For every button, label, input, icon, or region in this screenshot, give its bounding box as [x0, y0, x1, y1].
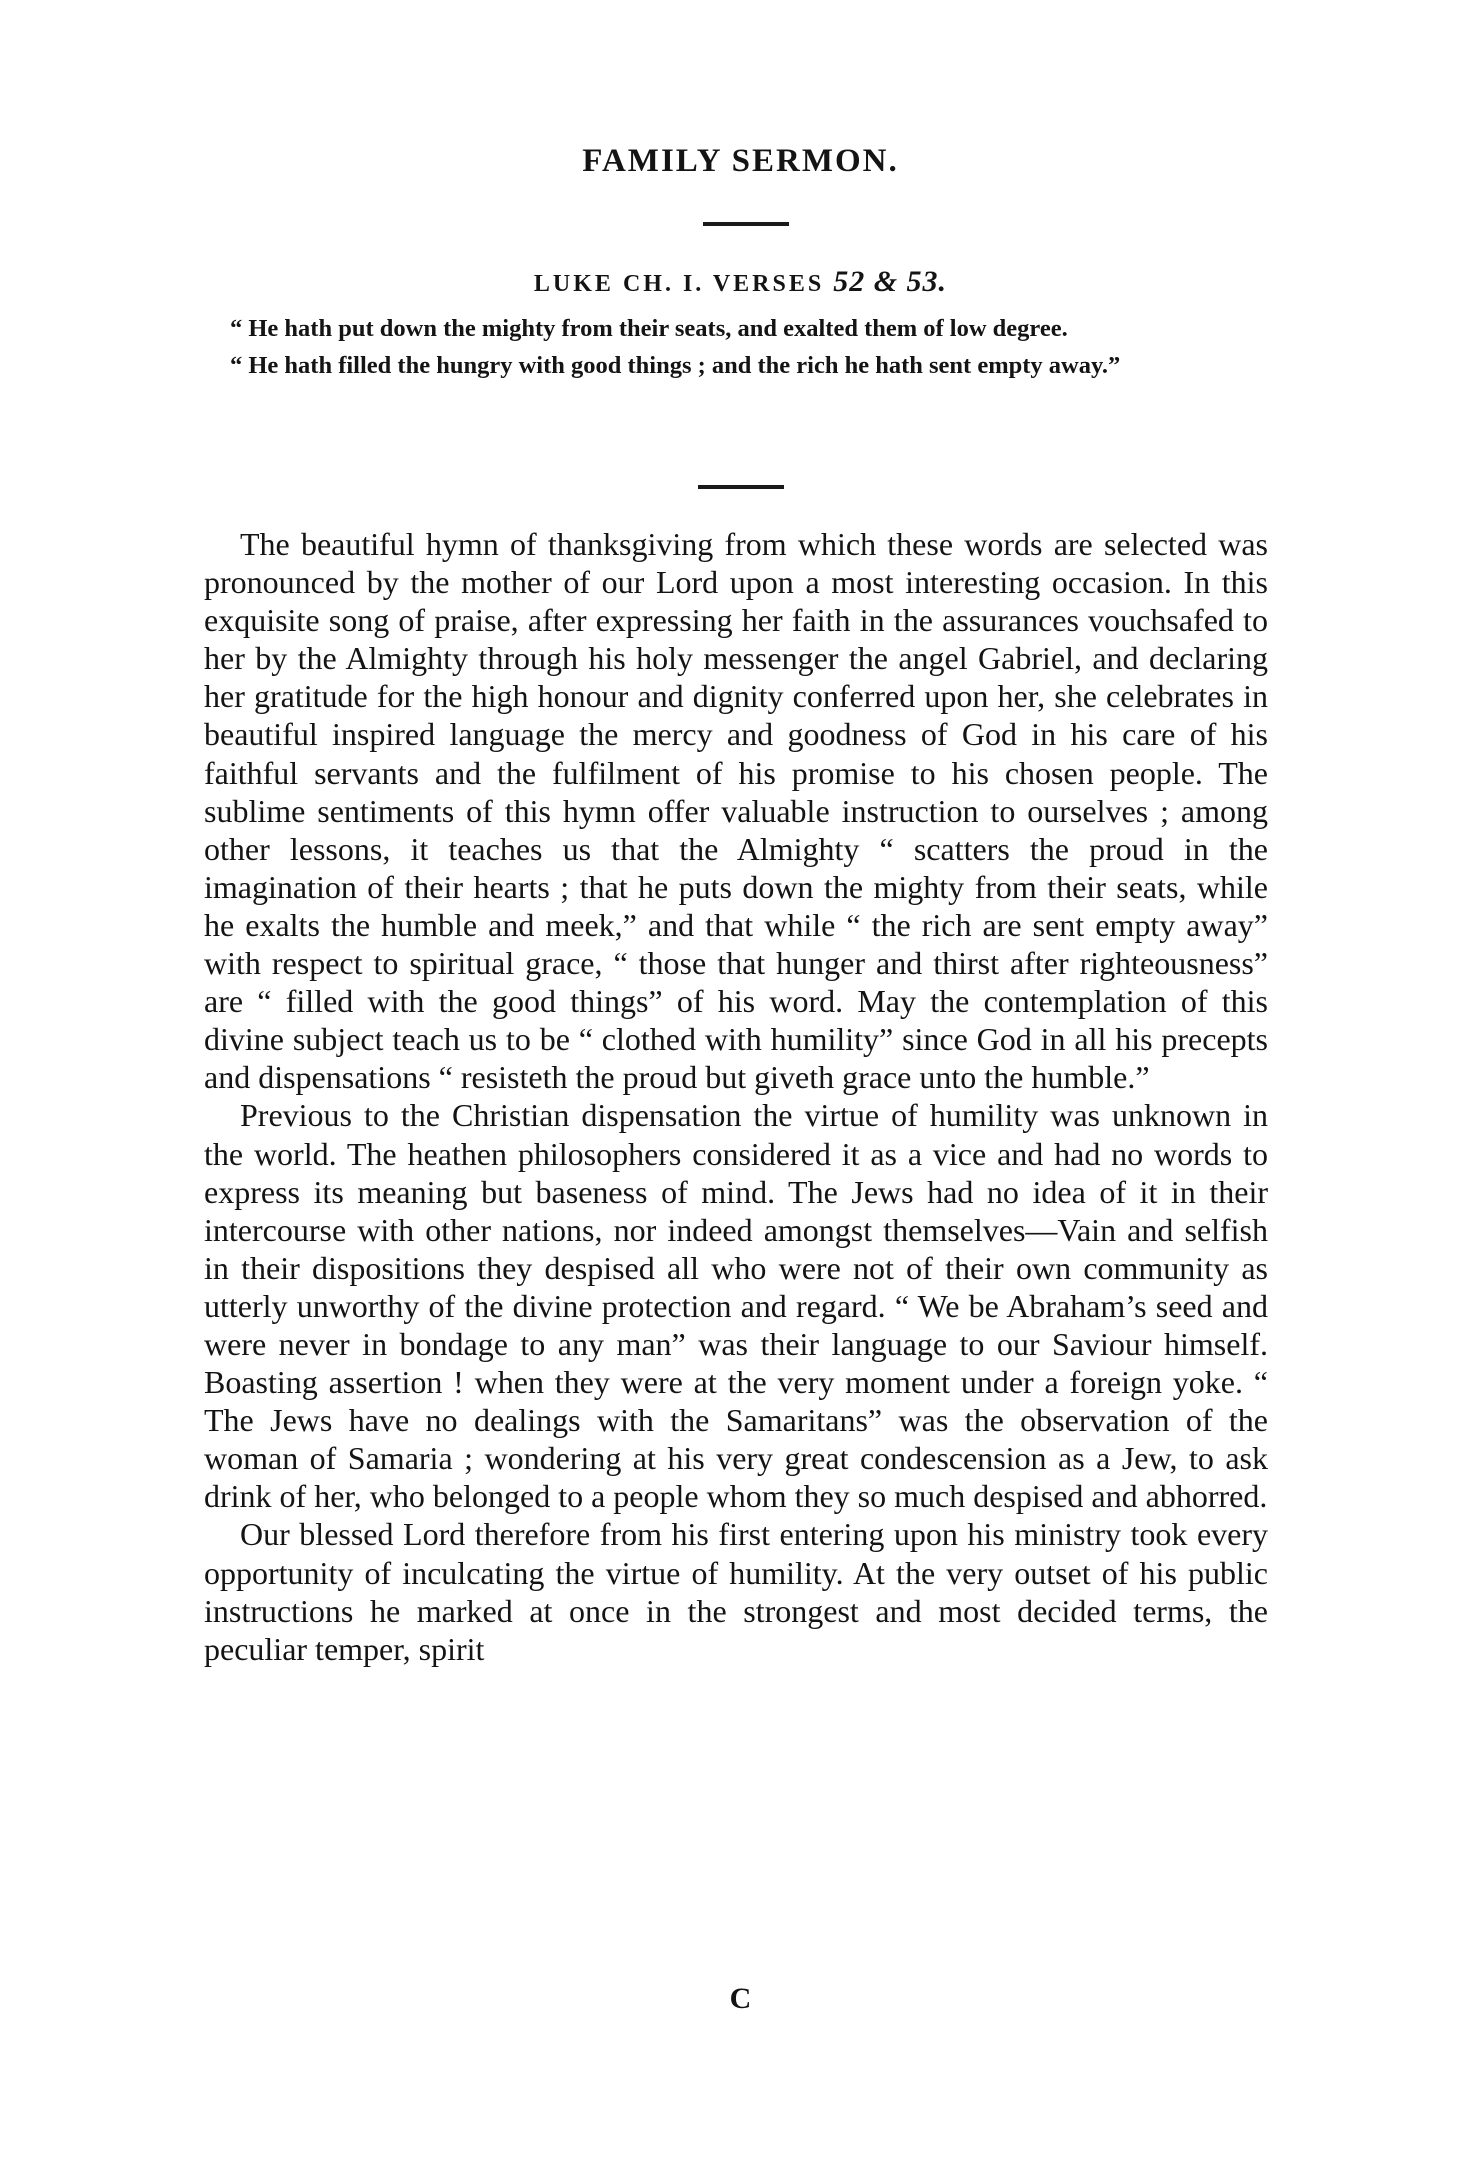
title-divider — [703, 222, 789, 226]
page-title: FAMILY SERMON. — [582, 143, 899, 179]
sermon-body — [204, 525, 1268, 1668]
epigraph-verse-52: “ He hath put down the mighty from their seats, and exalted them of low degree. — [230, 315, 1068, 342]
signature-mark: C — [729, 1982, 752, 2015]
epigraph-verse-53: “ He hath filled the hungry with good things ; and the rich he hath sent empty away.” — [230, 352, 1121, 379]
epigraph-divider — [698, 485, 784, 489]
paragraph-1: The beautiful hymn of thanksgiving from which these words are selected was pronounced by the mother of our Lord upon a most interesting occasion. In this exquisite song of praise, after expressing her faith in the assurances vouchsafed to her by the Almighty through his holy messenger the angel Gabriel, and declaring her gratitude for the high honour and dignity conferred upon her, she celebrates in beautiful inspired language the mercy and goodness of God in his care of his faithful servants and the fulfilment of his promise to his chosen people. The sublime sentiments of this hymn offer valuable instruction to ourselves ; among other lessons, it teaches us that the Almighty “ scatters the proud in the imagination of their hearts ; that he puts down the mighty from their seats, while he exalts the humble and meek,” and that while “ the rich are sent empty away” with respect to spiritual grace, “ those that hunger and thirst after righteousness” are “ filled with the good things” of his word. May the contemplation of this divine subject teach us to be “ clothed with humility” since God in all his precepts and dispensations “ resisteth the proud but giveth grace unto the humble.” — [204, 526, 1268, 1096]
citation-verses: 52 & 53. — [833, 265, 948, 298]
citation-reference: LUKE CH. I. VERSES — [533, 271, 825, 297]
scripture-citation — [0, 265, 1481, 299]
epigraph — [204, 310, 1268, 384]
paragraph-3: Our blessed Lord therefore from his first entering upon his ministry took every opportunity of inculcating the virtue of humility. At the very outset of his public instructions he marked at once in the strongest and most decided terms, the peculiar temper, spirit — [204, 1516, 1268, 1667]
paragraph-2: Previous to the Christian dispensation the virtue of humility was unknown in the world. The heathen philosophers considered it as a vice and had no words to express its meaning but baseness of mind. The Jews had no idea of it in their intercourse with other nations, nor indeed amongst themselves—Vain and selfish in their dispositions they despised all who were not of their own community as utterly unworthy of the divine protection and regard. “ We be Abraham’s seed and were never in bondage to any man” was their language to our Saviour himself. Boasting assertion ! when they were at the very moment under a foreign yoke. “ The Jews have no dealings with the Samaritans” was the observation of the woman of Samaria ; wondering at his very great condescension as a Jew, to ask drink of her, who belonged to a people whom they so much despised and abhorred. — [204, 1097, 1268, 1515]
